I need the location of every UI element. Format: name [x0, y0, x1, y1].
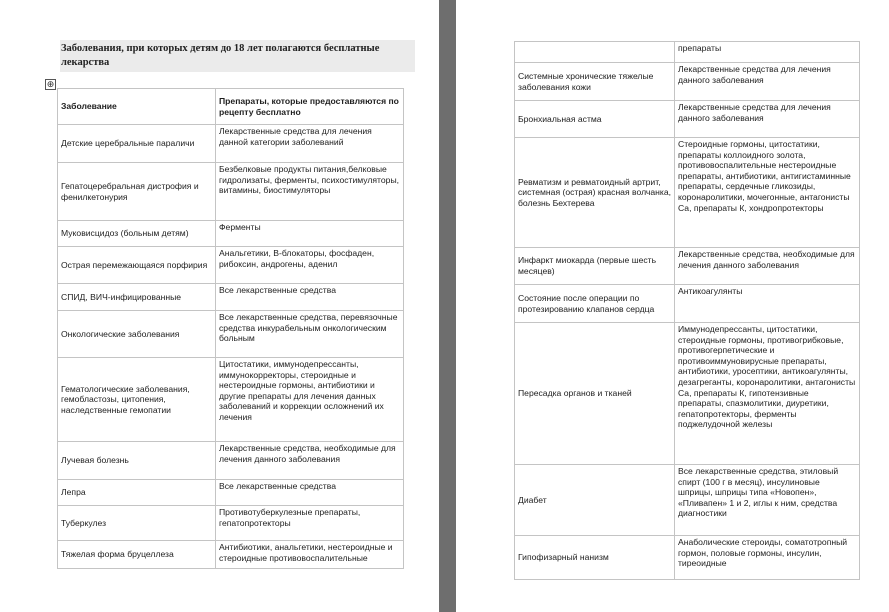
disease-cell: СПИД, ВИЧ-инфицированные	[58, 284, 216, 311]
drugs-cell: Все лекарственные средства	[216, 284, 404, 311]
drugs-cell: препараты	[675, 42, 860, 63]
document-title: Заболевания, при которых детям до 18 лет полагаются бесплатные лекарства	[60, 40, 415, 72]
drugs-cell: Лекарственные средства для лечения данного заболевания	[675, 101, 860, 138]
drugs-cell: Ферменты	[216, 221, 404, 247]
drugs-cell: Иммунодепрессанты, цитостатики, стероидные гормоны, противогрибковые, противогерпетические и противоиммуновирусные препараты, антибиотики, уросептики, антикоагулянты, дезагреганты, коронаролитики, антагонисты Са, препараты К, гипотензивные препараты, спазмолитики, диуретики, гепатопротекторы, ферменты поджелудочной железы	[675, 323, 860, 465]
disease-cell: Бронхиальная астма	[515, 101, 675, 138]
drugs-cell: Безбелковые продукты питания,белковые гидролизаты, ферменты, психостимуляторы, витамины, биостимуляторы	[216, 163, 404, 221]
document-page-left	[0, 0, 439, 612]
table-row	[515, 63, 860, 101]
header-drugs: Препараты, которые предоставляются по рецепту бесплатно	[216, 89, 404, 125]
disease-cell: Диабет	[515, 465, 675, 536]
disease-cell: Онкологические заболевания	[58, 311, 216, 358]
table-row	[515, 138, 860, 248]
drugs-cell: Все лекарственные средства	[216, 480, 404, 506]
table-row	[515, 536, 860, 580]
drugs-cell: Цитостатики, иммунодепрессанты, иммунокорректоры, стероидные и нестероидные гормоны, антибиотики и другие препараты для лечения данных заболеваний и коррекции осложнений их лечения	[216, 358, 404, 442]
disease-cell: Острая перемежающаяся порфирия	[58, 247, 216, 284]
table-row	[58, 125, 404, 163]
table-row	[58, 221, 404, 247]
table-row	[58, 163, 404, 221]
drugs-cell: Анальгетики, В-блокаторы, фосфаден, рибоксин, андрогены, аденил	[216, 247, 404, 284]
header-disease: Заболевание	[58, 89, 216, 125]
drugs-cell: Лекарственные средства для лечения данного заболевания	[675, 63, 860, 101]
table-row	[515, 101, 860, 138]
disease-cell: Лепра	[58, 480, 216, 506]
table-row	[515, 248, 860, 285]
table-row	[58, 541, 404, 569]
drugs-cell: Лекарственные средства, необходимые для лечения данного заболевания	[675, 248, 860, 285]
table-row	[515, 465, 860, 536]
disease-cell: Гепатоцеребральная дистрофия и фенилкетонурия	[58, 163, 216, 221]
table-header-row	[58, 89, 404, 125]
disease-cell: Инфаркт миокарда (первые шесть месяцев)	[515, 248, 675, 285]
table-row	[515, 323, 860, 465]
table-row	[58, 506, 404, 541]
document-page-right	[456, 0, 889, 612]
drugs-cell: Антибиотики, анальгетики, нестероидные и стероидные противовоспалительные	[216, 541, 404, 569]
drugs-cell: Анаболические стероиды, соматотропный гормон, половые гормоны, инсулин, тиреоидные	[675, 536, 860, 580]
benefits-table-right	[514, 41, 860, 580]
disease-cell: Туберкулез	[58, 506, 216, 541]
benefits-table-left	[57, 88, 404, 569]
disease-cell: Состояние после операции по протезированию клапанов сердца	[515, 285, 675, 323]
disease-cell: Лучевая болезнь	[58, 442, 216, 480]
drugs-cell: Лекарственные средства для лечения данной категории заболеваний	[216, 125, 404, 163]
table-row	[58, 480, 404, 506]
table-row	[58, 311, 404, 358]
disease-cell: Гипофизарный нанизм	[515, 536, 675, 580]
disease-cell: Пересадка органов и тканей	[515, 323, 675, 465]
drugs-cell: Стероидные гормоны, цитостатики, препараты коллоидного золота, противовоспалительные нестероидные препараты, антибиотики, антигистаминные препараты, сердечные гликозиды, коронаролитики, мочегонные, антагонисты Са, препараты К, хондропротекторы	[675, 138, 860, 248]
disease-cell: Системные хронические тяжелые заболевания кожи	[515, 63, 675, 101]
table-row	[58, 247, 404, 284]
disease-cell	[515, 42, 675, 63]
table-row	[515, 285, 860, 323]
drugs-cell: Лекарственные средства, необходимые для лечения данного заболевания	[216, 442, 404, 480]
table-row	[58, 358, 404, 442]
disease-cell: Тяжелая форма бруцеллеза	[58, 541, 216, 569]
table-row	[58, 284, 404, 311]
move-cross-icon[interactable]: ⊕	[46, 79, 55, 89]
page-gutter	[439, 0, 456, 612]
drugs-cell: Все лекарственные средства, этиловый спирт (100 г в месяц), инсулиновые шприцы, шприцы типа «Новопен», «Пливапен» 1 и 2, иглы к ним, средства диагностики	[675, 465, 860, 536]
disease-cell: Ревматизм и ревматоидный артрит, системная (острая) красная волчанка, болезнь Бехтерева	[515, 138, 675, 248]
table-row	[515, 42, 860, 63]
drugs-cell: Антикоагулянты	[675, 285, 860, 323]
drugs-cell: Противотуберкулезные препараты, гепатопротекторы	[216, 506, 404, 541]
drugs-cell: Все лекарственные средства, перевязочные средства инкурабельным онкологическим больным	[216, 311, 404, 358]
disease-cell: Муковисцидоз (больным детям)	[58, 221, 216, 247]
disease-cell: Гематологические заболевания, гемобластозы, цитопения, наследственные гемопатии	[58, 358, 216, 442]
disease-cell: Детские церебральные параличи	[58, 125, 216, 163]
table-row	[58, 442, 404, 480]
